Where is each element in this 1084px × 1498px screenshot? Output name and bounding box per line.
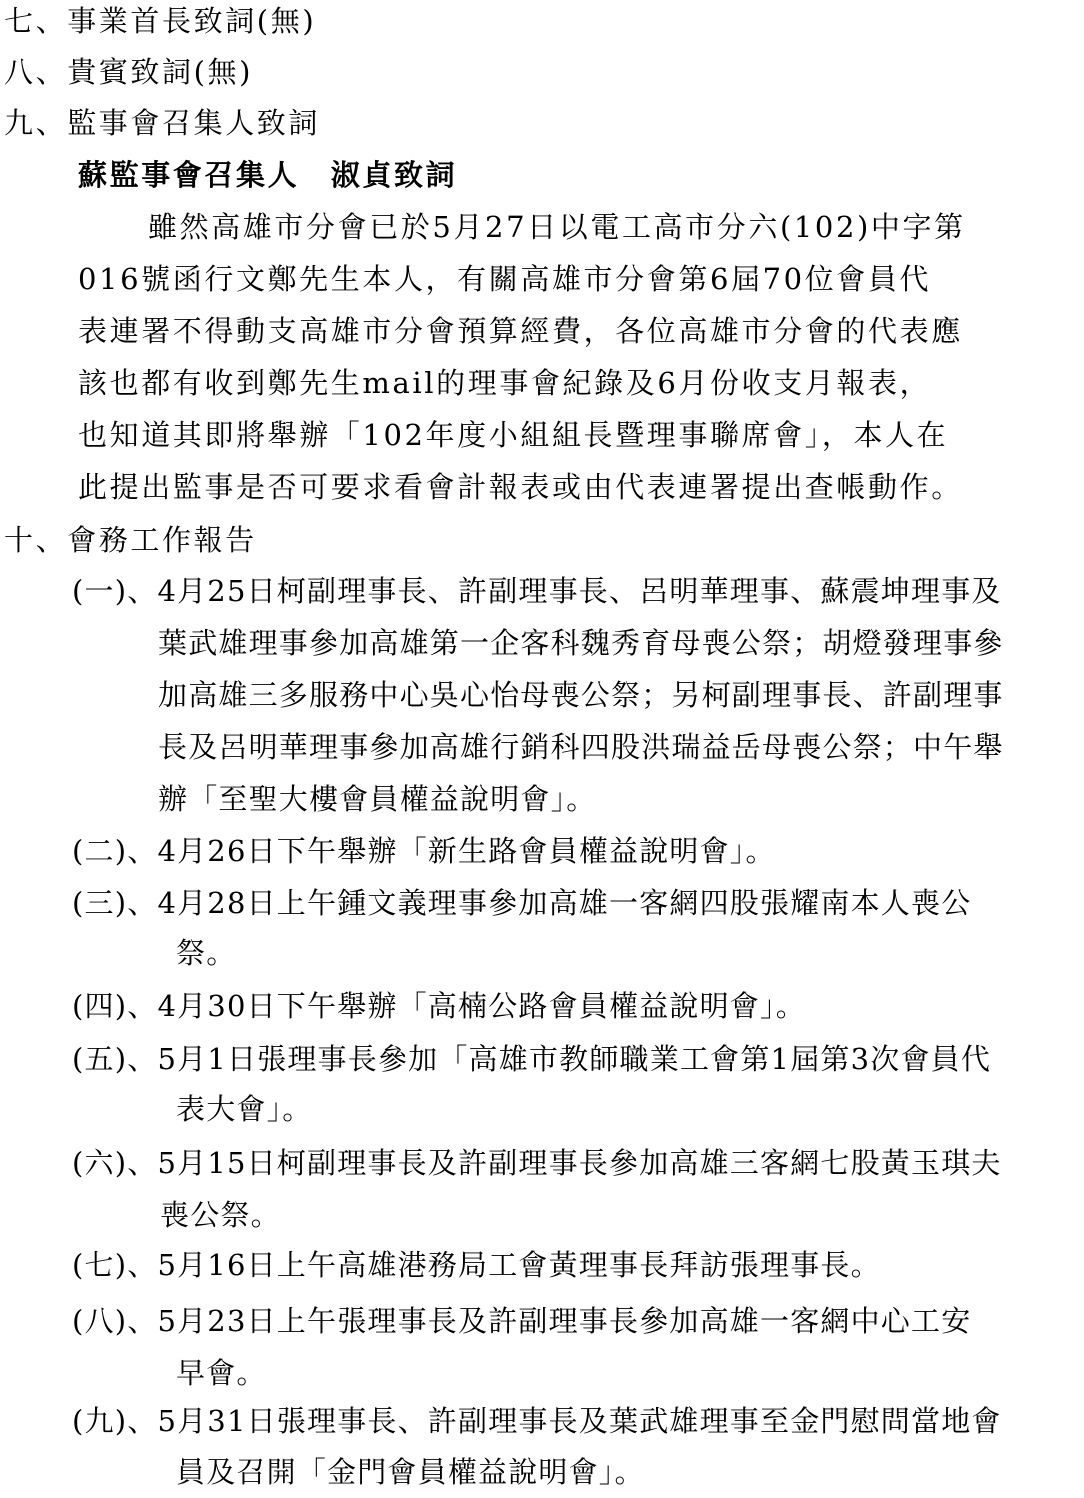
item-continuation-line: 早會。 [176, 1356, 267, 1390]
report-item-first-line [72, 1137, 1002, 1189]
paragraph-line: 此提出監事是否可要求看會計報表或由代表連署提出查帳動作。 [78, 470, 963, 504]
item-label: (二)、 [72, 834, 158, 868]
item-label: (一)、 [72, 574, 158, 608]
item-text: 5月16日上午高雄港務局工會黃理事長拜訪張理事長。 [157, 1248, 881, 1282]
item-label: (三)、 [72, 886, 158, 920]
item-label: (九)、 [72, 1404, 158, 1438]
paragraph-line: 016號函行文鄭先生本人，有關高雄市分會第6屆70位會員代 [78, 262, 932, 296]
item-label: (六)、 [72, 1146, 158, 1180]
item-label: (五)、 [72, 1042, 158, 1076]
item-continuation-line: 祭。 [176, 936, 237, 970]
item-continuation-line: 辦「至聖大樓會員權益說明會」。 [158, 782, 597, 816]
report-item-first-line [72, 980, 806, 1032]
section-8-heading: 八、貴賓致詞(無) [4, 55, 254, 89]
item-text: 5月15日柯副理事長及許副理事長參加高雄三客網七股黃玉琪夫 [157, 1146, 1002, 1180]
item-continuation-line: 員及召開「金門會員權益說明會」。 [176, 1455, 645, 1489]
item-label: (八)、 [72, 1304, 158, 1338]
item-continuation-line: 表大會」。 [176, 1092, 313, 1126]
report-item-first-line [72, 1239, 881, 1291]
item-continuation-line: 葉武雄理事參加高雄第一企客科魏秀育母喪公祭；胡燈發理事參 [158, 626, 1004, 660]
report-item-first-line [72, 877, 971, 929]
report-item-first-line [72, 1395, 1002, 1447]
item-text: 4月30日下午舉辦「高楠公路會員權益說明會」。 [157, 989, 806, 1023]
item-text: 5月23日上午張理事長及許副理事長參加高雄一客網中心工安 [157, 1304, 972, 1338]
paragraph-line: 該也都有收到鄭先生mail的理事會紀錄及6月份收支月報表， [78, 366, 932, 400]
item-continuation-line: 長及呂明華理事參加高雄行銷科四股洪瑞益岳母喪公祭；中午舉 [158, 730, 1004, 764]
paragraph-line: 表連署不得動支高雄市分會預算經費，各位高雄市分會的代表應 [78, 314, 963, 348]
item-text: 4月25日柯副理事長、許副理事長、呂明華理事、蘇震坤理事及 [157, 574, 1002, 608]
section-7-heading: 七、事業首長致詞(無) [4, 4, 317, 38]
item-label: (七)、 [72, 1248, 158, 1282]
item-text: 4月26日下午舉辦「新生路會員權益說明會」。 [157, 834, 776, 868]
report-item-first-line [72, 825, 776, 877]
item-text: 5月31日張理事長、許副理事長及葉武雄理事至金門慰問當地會 [157, 1404, 1002, 1438]
paragraph-line: 也知道其即將舉辦「102年度小組組長暨理事聯席會」，本人在 [78, 418, 949, 452]
paragraph-line: 雖然高雄市分會已於5月27日以電工高市分六(102)中字第 [148, 210, 966, 244]
section-9-heading: 九、監事會召集人致詞 [4, 106, 321, 140]
section-10-heading: 十、會務工作報告 [4, 523, 257, 557]
report-item-first-line [72, 1033, 991, 1085]
item-label: (四)、 [72, 989, 158, 1023]
speaker-line: 蘇監事會召集人 淑貞致詞 [78, 158, 458, 192]
item-continuation-line: 加高雄三多服務中心吳心怡母喪公祭；另柯副理事長、許副理事 [158, 678, 1004, 712]
report-item-first-line [72, 565, 1002, 617]
report-item-first-line [72, 1295, 971, 1347]
item-continuation-line: 喪公祭。 [160, 1198, 281, 1232]
item-text: 5月1日張理事長參加「高雄市教師職業工會第1屆第3次會員代 [157, 1042, 992, 1076]
item-text: 4月28日上午鍾文義理事參加高雄一客網四股張耀南本人喪公 [157, 886, 972, 920]
